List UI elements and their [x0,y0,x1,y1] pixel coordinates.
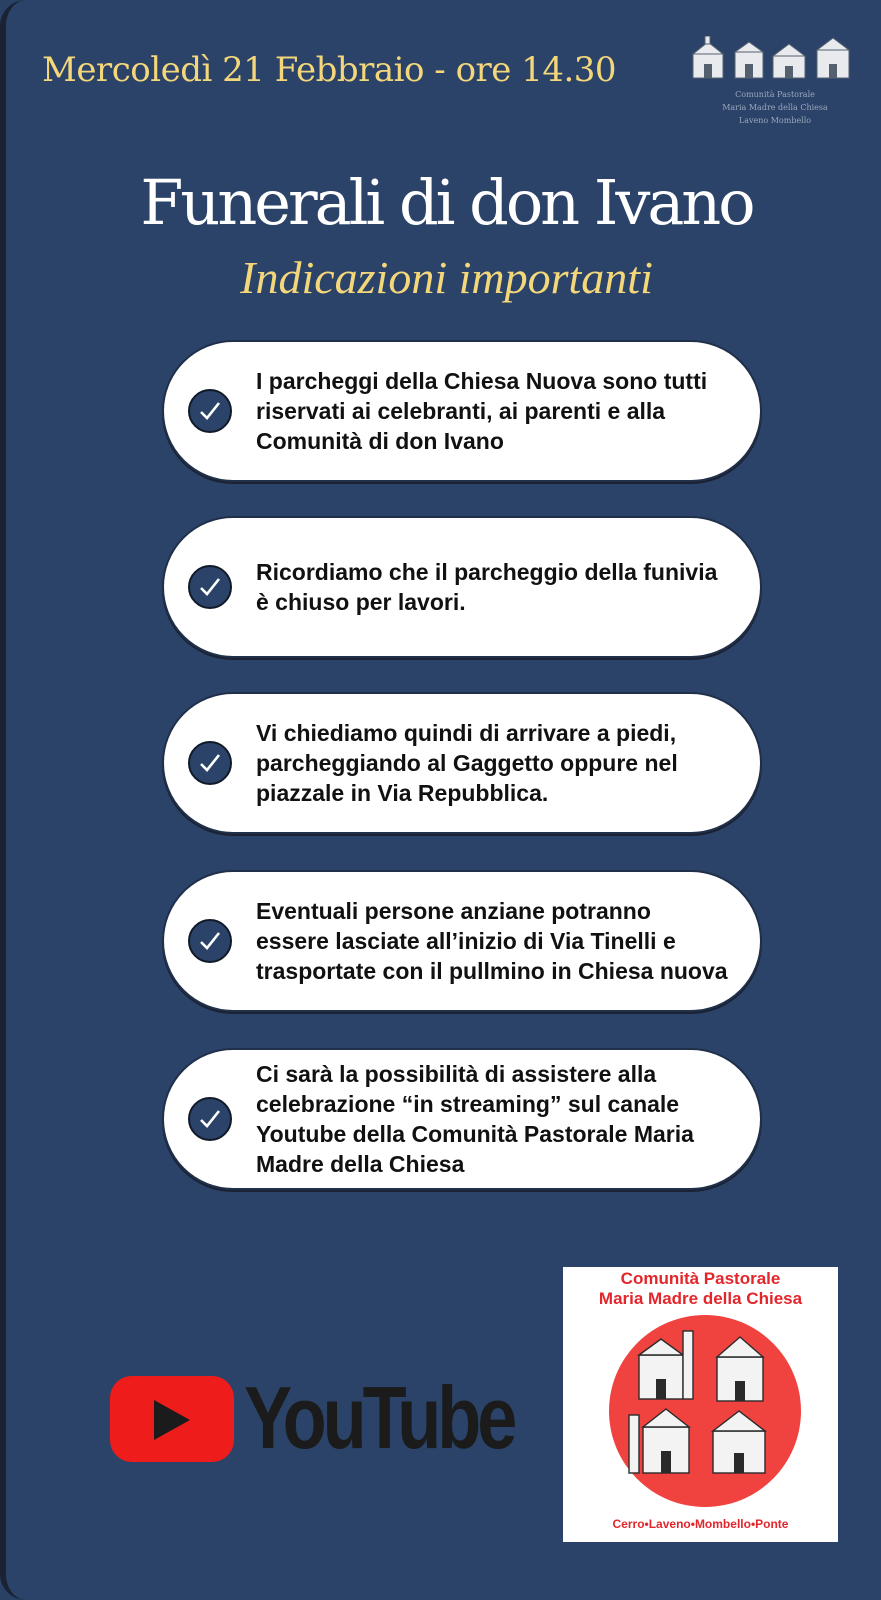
info-card [162,870,762,1012]
info-card [162,692,762,834]
info-card [162,516,762,658]
page-subtitle: Indicazioni importanti [240,252,653,303]
community-logo-footer: Cerro•Laveno•Mombello•Ponte [612,1517,789,1531]
caption-line: Maria Madre della Chiesa [722,103,828,112]
page-title: Funerali di don Ivano [140,166,753,239]
youtube-logo [110,1368,514,1467]
check-icon [188,919,232,963]
community-logo-title: Comunità Pastorale [620,1269,781,1288]
community-header-caption [703,88,847,127]
check-icon [188,1097,232,1141]
check-icon [188,565,232,609]
caption-line: Laveno Mombello [738,116,812,125]
youtube-play-icon [110,1376,234,1462]
churches-circle-icon [609,1315,801,1507]
community-logo-subtitle: Maria Madre della Chiesa [598,1289,803,1308]
info-card-text: Eventuali persone anziane potranno essere lasciate all’inizio di Via Tinelli e trasportate con il pullmino in Chiesa nuova [256,898,728,984]
info-card-text: Ricordiamo che il parcheggio della funivia è chiuso per lavori. [256,559,718,615]
info-card-text: I parcheggi della Chiesa Nuova sono tutti riservati ai celebranti, ai parenti e alla Comunità di don Ivano [256,368,708,454]
info-card-text: Vi chiediamo quindi di arrivare a piedi, parcheggiando al Gaggetto oppure nel piazzale in Via Repubblica. [256,720,678,806]
churches-icon [689,36,861,86]
caption-line: Comunità Pastorale [735,90,815,99]
community-logo [563,1267,838,1542]
event-date: Mercoledì 21 Febbraio - ore 14.30 [42,50,617,90]
check-icon [188,741,232,785]
info-card [162,1048,762,1190]
info-card-text: Ci sarà la possibilità di assistere alla celebrazione “in streaming” sul canale Youtube della Comunità Pastorale Maria Madre della Chiesa [256,1061,694,1177]
check-icon [188,389,232,433]
info-card [162,340,762,482]
youtube-wordmark: YouTube [244,1368,514,1467]
community-header-logo [689,36,861,134]
